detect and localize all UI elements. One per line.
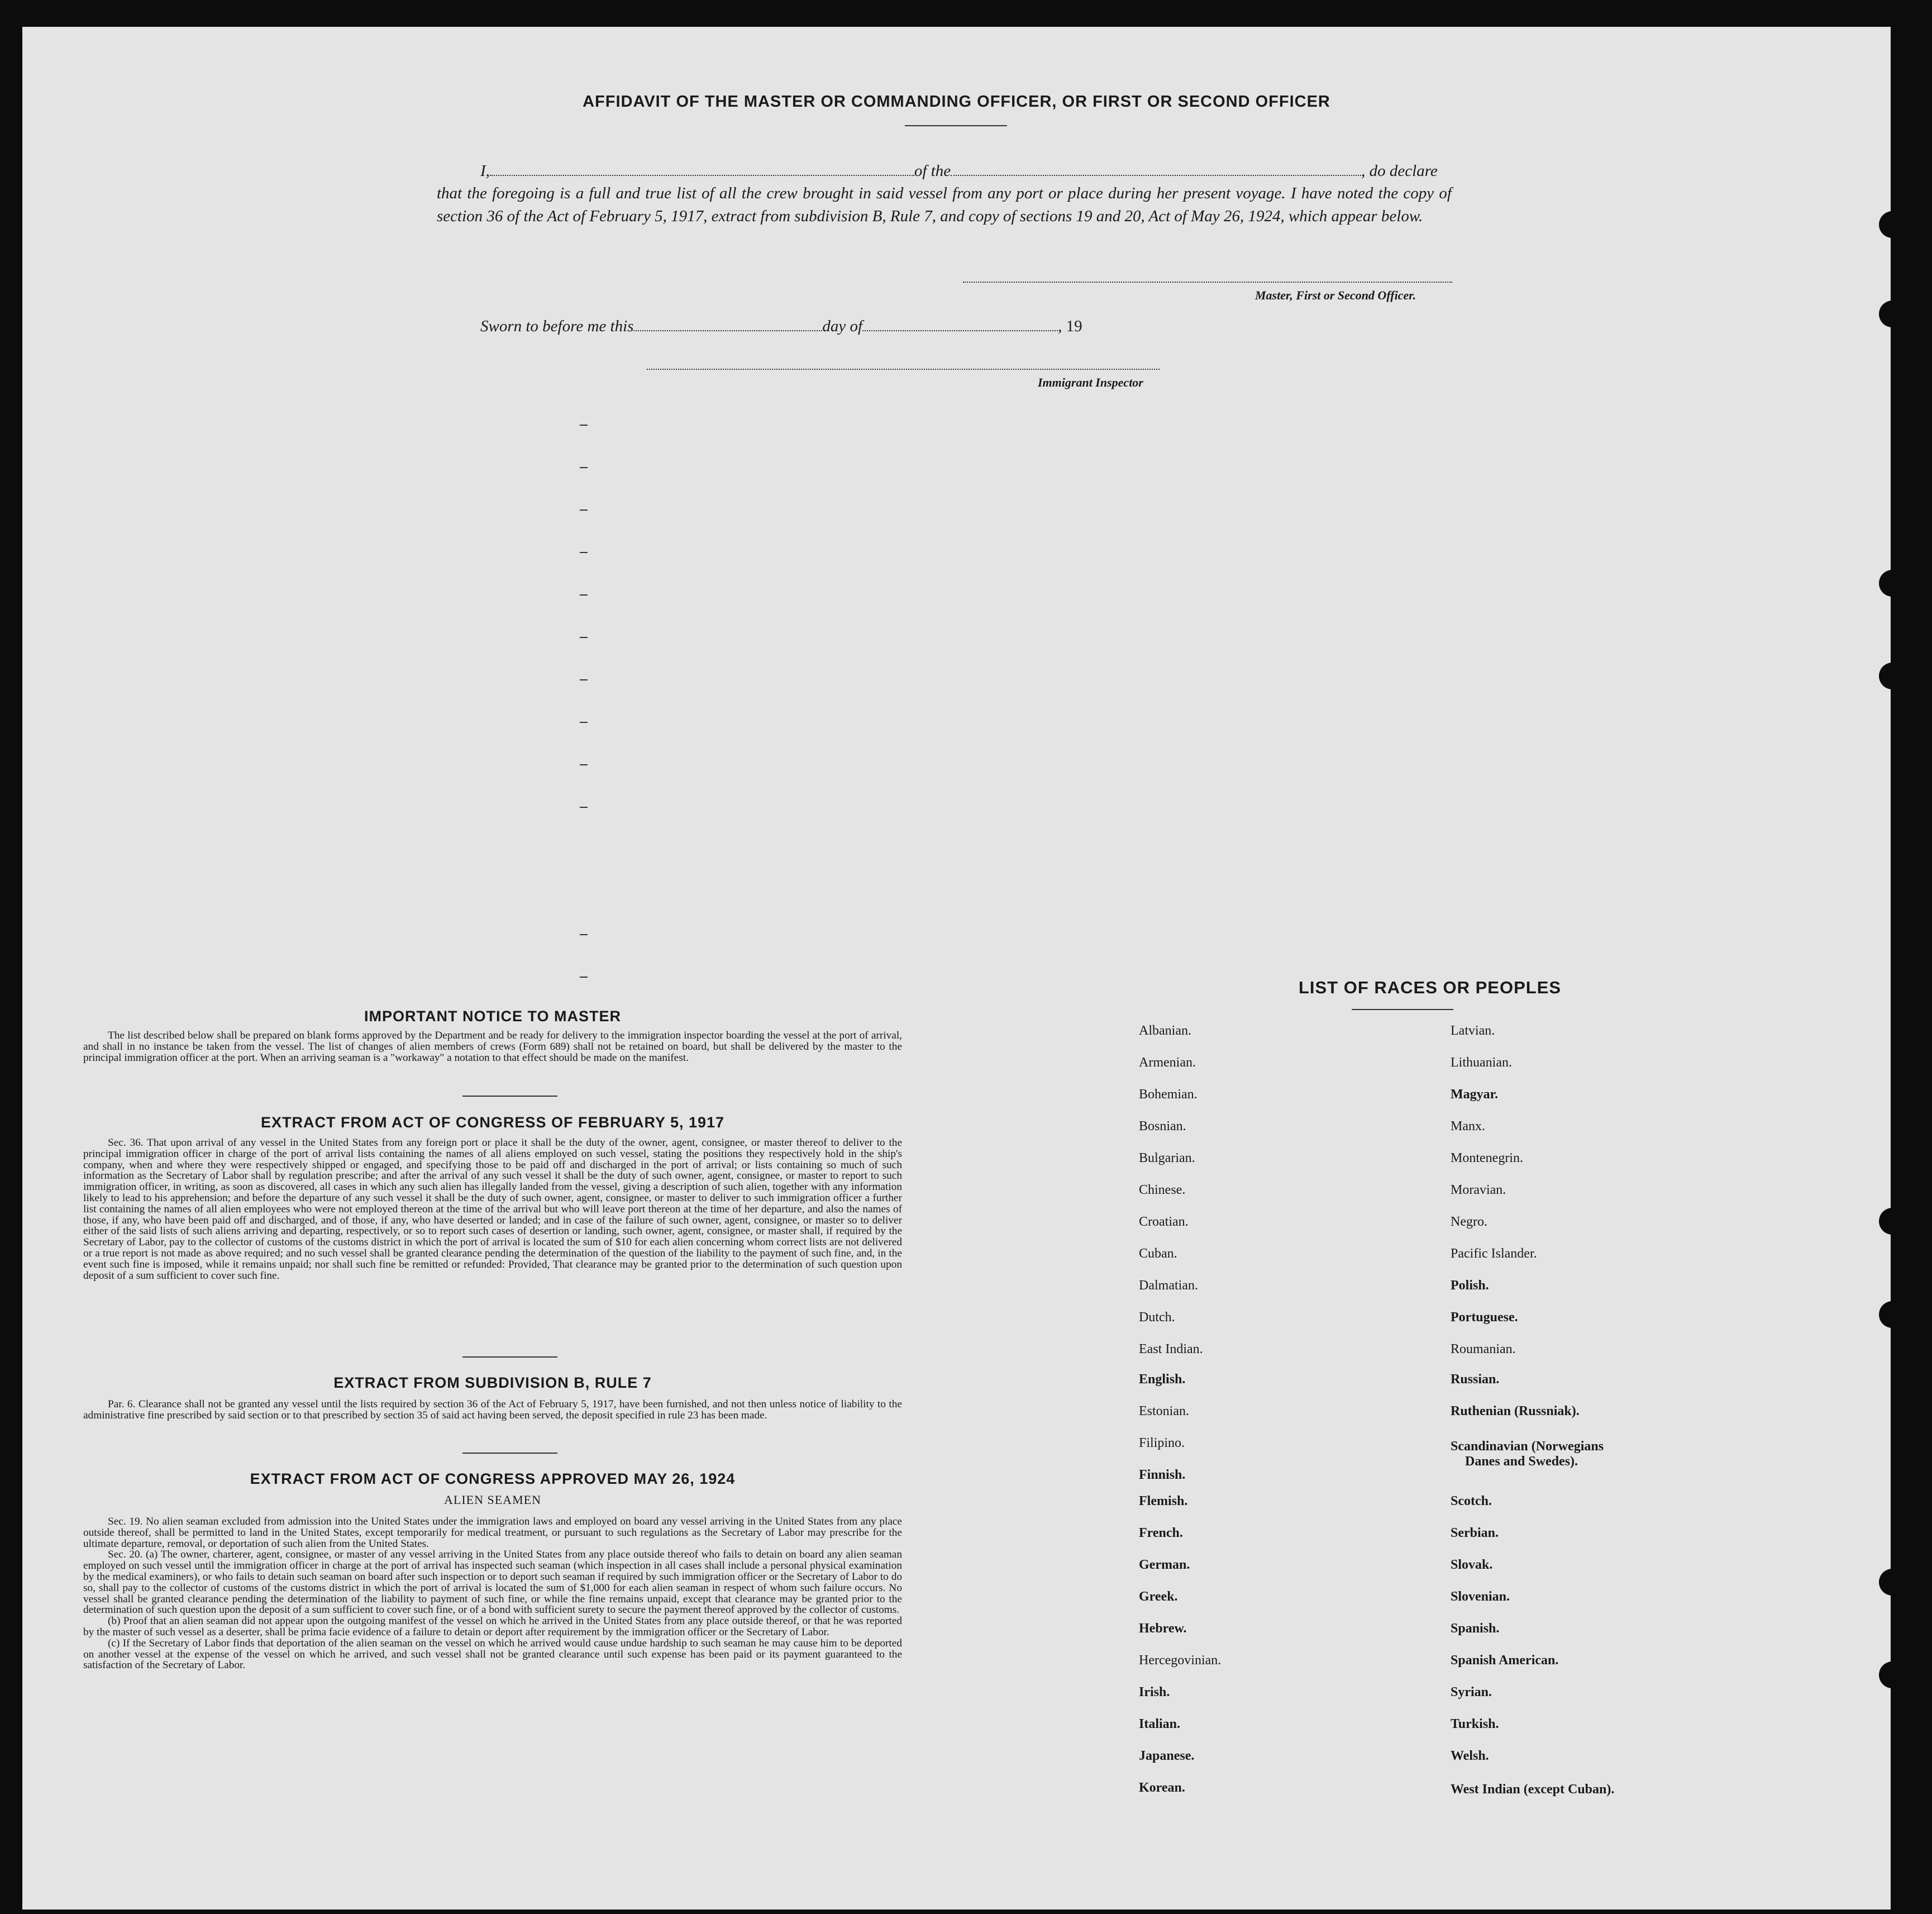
- notice-paragraph: The list described below shall be prepared on blank forms approved by the Department and be ready for delivery to the immigration inspector boarding the vessel at the port of arrival, and shall in no instance be taken from the vessel. The list of changes of alien members of crews (Form 689) shall not be retained on board, but shall be delivered by the master to the principal immigration officer at the port. When an arriving seaman is a "workaway" a notation to that effect should be made on the manifest.: [83, 1030, 902, 1064]
- extract-1924-title: EXTRACT FROM ACT OF CONGRESS APPROVED MAY 26, 1924: [250, 1470, 736, 1487]
- sworn-line: [480, 314, 1082, 338]
- race-item-continued: Danes and Swedes).: [1465, 1454, 1578, 1469]
- race-item: Dutch.: [1139, 1310, 1175, 1325]
- race-item: Pacific Islander.: [1451, 1246, 1537, 1261]
- races-title: LIST OF RACES OR PEOPLES: [1298, 978, 1562, 997]
- notice-text: [83, 1030, 902, 1063]
- sworn-month-field[interactable]: [862, 314, 1058, 331]
- rule-7-text: [83, 1399, 902, 1421]
- declarant-label: I,: [480, 162, 490, 180]
- race-item: Hercegovinian.: [1139, 1653, 1222, 1668]
- title-divider: [905, 125, 1007, 126]
- tick-mark: [580, 807, 588, 808]
- punch-hole: [1879, 1661, 1891, 1688]
- race-item: German.: [1139, 1558, 1190, 1572]
- tick-mark: [580, 977, 588, 978]
- race-item: Scandinavian (Norwegians: [1451, 1439, 1604, 1454]
- race-item: Bulgarian.: [1139, 1151, 1195, 1165]
- section-divider: [462, 1096, 557, 1097]
- race-item: Korean.: [1139, 1780, 1185, 1795]
- tick-mark: [580, 594, 588, 596]
- race-item: Polish.: [1451, 1278, 1489, 1293]
- inspector-signature-line[interactable]: [647, 369, 1160, 370]
- race-item: Spanish American.: [1451, 1653, 1559, 1668]
- race-item: Irish.: [1139, 1685, 1170, 1699]
- punch-hole: [1879, 1208, 1891, 1235]
- master-signature-line[interactable]: [963, 282, 1452, 283]
- par-6-paragraph: Par. 6. Clearance shall not be granted any vessel until the lists required by section 36 of the Act of February 5, 1917, have been furnished, and not then unless notice of liability to the administrative fine prescribed by said section or to that prescribed by section 35 of said act having been served, the deposit specified in rule 23 has been made.: [83, 1398, 902, 1421]
- inspector-caption: Immigrant Inspector: [1038, 375, 1143, 389]
- master-caption: Master, First or Second Officer.: [1255, 288, 1416, 302]
- sec-20c-paragraph: (c) If the Secretary of Labor finds that deportation of the alien seaman on the vessel on which he arrived would cause undue hardship to such seaman he may cause him to be deported on another vessel at the expense of the vessel on which he arrived, and such vessel shall not be granted clearance until such expense has been paid or its payment guaranteed to the satisfaction of the Secretary of Labor.: [83, 1637, 902, 1672]
- tick-mark: [580, 934, 588, 935]
- tick-mark: [580, 679, 588, 680]
- race-item: Chinese.: [1139, 1183, 1186, 1197]
- race-item: Flemish.: [1139, 1494, 1188, 1508]
- race-item: East Indian.: [1139, 1342, 1203, 1356]
- race-item: Bosnian.: [1139, 1119, 1186, 1134]
- vessel-name-field[interactable]: [951, 159, 1361, 176]
- race-item: Welsh.: [1451, 1749, 1489, 1763]
- day-of-label: day of: [822, 317, 863, 335]
- sec-19-paragraph: Sec. 19. No alien seaman excluded from admission into the United States under the immigration laws and employed on board any vessel arriving in the United States from any place outside thereof, shall be permitted to land in the United States, except temporarily for medical treatment, or pursuant to such regulations as the Secretary of Labor may prescribe for the ultimate departure, removal, or deportation of such alien from the United States.: [83, 1516, 902, 1550]
- race-item: Spanish.: [1451, 1621, 1500, 1636]
- race-item: Lithuanian.: [1451, 1055, 1512, 1070]
- sec-20a-paragraph: Sec. 20. (a) The owner, charterer, agent, consignee, or master of any vessel arriving in the United States from any place outside thereof who fails to detain on board any alien seaman employed on such vessel until the immigration officer in charge at the port of arrival has inspected such seaman (which inspection in all cases shall include a personal physical examination by the medical examiners), or who fails to detain such seaman on board after such inspection or to deport such seaman if required by such immigration officer or the Secretary of Labor to do so, shall pay to the collector of customs of the customs district in which the port of arrival is located the sum of $1,000 for each alien seaman in respect of whom such failure occurs. No vessel shall be granted clearance pending the determination of the liability to payment of such fine, or while the fine remains unpaid, except that clearance may be granted prior to the determination of such question upon the deposit of a sum sufficient to cover such fine, or of a bond with sufficient surety to secure the payment thereof approved by the collector of customs.: [83, 1549, 902, 1616]
- race-item: Ruthenian (Russniak).: [1451, 1404, 1580, 1418]
- section-divider: [462, 1356, 557, 1358]
- race-item: Montenegrin.: [1451, 1151, 1523, 1165]
- extract-1917-text: [83, 1137, 902, 1281]
- race-item: French.: [1139, 1526, 1183, 1540]
- tick-mark: [580, 764, 588, 765]
- race-item: Japanese.: [1139, 1749, 1195, 1763]
- declare-label: , do declare: [1361, 162, 1438, 180]
- race-item: Negro.: [1451, 1215, 1487, 1229]
- race-item: Syrian.: [1451, 1685, 1492, 1699]
- race-item: Portuguese.: [1451, 1310, 1518, 1325]
- race-item: Estonian.: [1139, 1404, 1189, 1418]
- punch-hole: [1879, 1569, 1891, 1596]
- year-label: , 19: [1058, 317, 1082, 335]
- notice-title: IMPORTANT NOTICE TO MASTER: [364, 1008, 621, 1025]
- sec-20b-paragraph: (b) Proof that an alien seaman did not appear upon the outgoing manifest of the vessel on which he arrived in the United States from any place outside thereof, or that he was reported by the master of such vessel as a deserter, shall be prima facie evidence of a failure to detain or deport after requirement by the immigration officer or the Secretary of Labor.: [83, 1615, 902, 1638]
- race-item: Dalmatian.: [1139, 1278, 1198, 1293]
- alien-seamen-subtitle: ALIEN SEAMEN: [444, 1493, 541, 1507]
- document-page: [22, 27, 1891, 1910]
- race-item: Hebrew.: [1139, 1621, 1187, 1636]
- vessel-label: of the: [914, 162, 951, 180]
- race-item: Albanian.: [1139, 1023, 1191, 1038]
- tick-mark: [580, 552, 588, 553]
- race-item: Magyar.: [1451, 1087, 1499, 1102]
- section-36-paragraph: Sec. 36. That upon arrival of any vessel in the United States from any foreign port or place it shall be the duty of the owner, agent, consignee, or master thereof to deliver to the principal immigration officer in charge of the port of arrival lists containing the names of all aliens employed on such vessel, stating the positions they respectively hold in the ship's company, when and where they were respectively shipped or engaged, and specifying those to be paid off and discharged in the port of arrival; or lists containing so much of such information as the Secretary of Labor shall by regulation prescribe; and after the arrival of any such vessel it shall be the duty of such owner, agent, consignee, or master to report to such immigration officer, in writing, as soon as discovered, all cases in which any such alien has illegally landed from the vessel, giving a description of such alien, together with any information likely to lead to his apprehension; and before the departure of any such vessel it shall be the duty of such owner, agent, consignee, or master to deliver to such immigration officer a further list containing the names of all alien employees who were not employed thereon at the time of the arrival but who will leave port thereon at the time of her departure, and also the names of those, if any, who have been paid off and discharged, and of those, if any, who have deserted or landed; and in case of the failure of such owner, agent, consignee, or master so to deliver either of the said lists of such aliens arriving and departing, respectively, or so to report such cases of desertion or landing, such owner, agent, consignee, or master shall, if required by the Secretary of Labor, pay to the collector of customs of the customs district in which the port of arrival is located the sum of $10 for each alien concerning whom correct lists are not delivered or a true report is not made as above required; and no such vessel shall be granted clearance pending the determination of the question of the liability to the payment of such fine, and, in the event such fine is imposed, while it remains unpaid; nor shall such fine be remitted or refunded: Provided, That clearance may be granted prior to the determination of such question upon deposit of a sum sufficient to cover such fine.: [83, 1137, 902, 1282]
- race-item: Roumanian.: [1451, 1342, 1516, 1356]
- sworn-date-field[interactable]: [633, 314, 822, 331]
- tick-mark: [580, 510, 588, 511]
- race-item: Manx.: [1451, 1119, 1485, 1134]
- race-item: Moravian.: [1451, 1183, 1506, 1197]
- race-item: West Indian (except Cuban).: [1451, 1782, 1615, 1797]
- tick-mark: [580, 467, 588, 468]
- race-item: Serbian.: [1451, 1526, 1499, 1540]
- punch-hole: [1879, 1301, 1891, 1328]
- race-item: Armenian.: [1139, 1055, 1196, 1070]
- race-item: Cuban.: [1139, 1246, 1177, 1261]
- extract-1924-text: [83, 1516, 902, 1671]
- race-item: Latvian.: [1451, 1023, 1495, 1038]
- punch-hole: [1879, 570, 1891, 597]
- affidavit-title: AFFIDAVIT OF THE MASTER OR COMMANDING OFFICER, OR FIRST OR SECOND OFFICER: [583, 93, 1330, 111]
- affidavit-body: that the foregoing is a full and true list of all the crew brought in said vessel from any port or place during her present voyage. I have noted the copy of section 36 of the Act of February 5, 1917, extract from subdivision B, Rule 7, and copy of sections 19 and 20, Act of May 26, 1924, which appear below.: [437, 184, 1452, 225]
- race-item: Greek.: [1139, 1589, 1178, 1604]
- races-divider: [1352, 1009, 1453, 1010]
- race-item: Scotch.: [1451, 1494, 1492, 1508]
- affidavit-declaration-line: [480, 159, 1438, 183]
- race-item: English.: [1139, 1372, 1186, 1387]
- extract-1917-title: EXTRACT FROM ACT OF CONGRESS OF FEBRUARY 5, 1917: [260, 1114, 725, 1131]
- sworn-label: Sworn to before me this: [480, 317, 634, 335]
- race-item: Slovenian.: [1451, 1589, 1510, 1604]
- race-item: Russian.: [1451, 1372, 1500, 1387]
- punch-hole: [1879, 663, 1891, 689]
- tick-mark: [580, 722, 588, 723]
- declarant-name-field[interactable]: [490, 159, 914, 176]
- tick-mark: [580, 637, 588, 638]
- rule-7-title: EXTRACT FROM SUBDIVISION B, RULE 7: [333, 1374, 652, 1391]
- race-item: Turkish.: [1451, 1717, 1499, 1731]
- punch-hole: [1879, 301, 1891, 327]
- section-divider: [462, 1453, 557, 1454]
- race-item: Croatian.: [1139, 1215, 1189, 1229]
- race-item: Filipino.: [1139, 1436, 1185, 1450]
- tick-mark: [580, 425, 588, 426]
- race-item: Bohemian.: [1139, 1087, 1198, 1102]
- race-item: Slovak.: [1451, 1558, 1493, 1572]
- race-item: Finnish.: [1139, 1468, 1186, 1482]
- race-item: Italian.: [1139, 1717, 1181, 1731]
- punch-hole: [1879, 211, 1891, 238]
